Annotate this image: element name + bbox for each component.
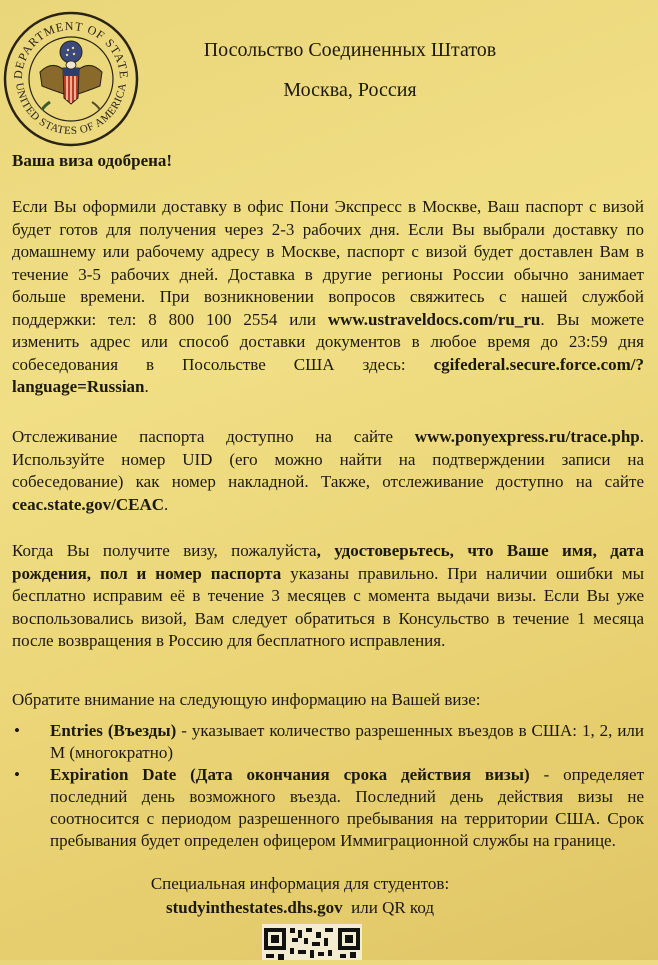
check-text-2: указаны правильно. При наличии ошибки мы бесплатно исправим её в течение 3 месяцев с момента выдачи визы. Если Вы уже воспользовались визой, Вам следует обратиться в Консульство в течение 1 месяца после возвращения в Россию для бесплатного исправления. [12, 563, 644, 650]
qr-code-icon[interactable] [262, 924, 362, 960]
tracking-paragraph [12, 426, 644, 516]
bullet-term: Expiration Date (Дата окончания срока действия визы) [50, 765, 530, 784]
list-item [12, 764, 644, 852]
cgifederal-link[interactable]: cgifederal.secure.force.com/?language=Russian [12, 354, 644, 396]
bullet-icon: • [14, 765, 20, 784]
department-of-state-seal [2, 10, 140, 148]
ustraveldocs-link[interactable]: www.ustraveldocs.com/ru_ru [327, 309, 541, 329]
delivery-text-3: . [144, 377, 149, 396]
ponyexpress-link[interactable]: www.ponyexpress.ru/trace.php [414, 427, 640, 446]
bullet-icon: • [14, 721, 20, 740]
studyinthestates-link[interactable]: studyinthestates.dhs.gov [165, 898, 343, 917]
delivery-text-2: . Вы можете изменить адрес или способ доставки документов в любое время до 23:59 дня собеседования в Посольстве США здесь: [12, 309, 645, 374]
delivery-text-1: Если Вы оформили доставку в офис Пони Экспресс в Москве, Ваш паспорт с визой будет готов для получения через 2-3 рабочих дня. Если Вы выбрали доставку по домашнему или рабочему адресу в Москве, паспорт с визой будет доставлен Вам в течение 3-5 рабочих дней. Доставка в другие регионы России обычно занимает больше времени. При возникновении вопросов свяжитесь с нашей службой поддержки: тел: 8 800 100 2554 или [12, 197, 644, 329]
tracking-text-3: . [164, 494, 169, 514]
visa-info-list [12, 720, 644, 852]
student-info-heading: Специальная информация для студентов: [150, 874, 450, 893]
student-info-footer [100, 872, 500, 920]
seal-arc-text: DEPARTMENT OF STATE [10, 18, 132, 80]
check-text-1: Когда Вы получите визу, пожалуйста [12, 541, 317, 560]
qr-suffix: или QR код [342, 898, 434, 917]
seal-bottom-text: UNITED STATES OF AMERICA [13, 81, 129, 138]
delivery-paragraph [12, 196, 644, 399]
tracking-text-1: Отслеживание паспорта доступно на сайте [12, 427, 415, 446]
eagle-icon [40, 41, 102, 110]
bullet-term: Entries (Въезды) [50, 721, 177, 740]
bullet-text: - определяет последний день возможного въезда. Последний день действия визы не соотносится с периодом разрешенного пребывания на территории США. Срок пребывания будет определен офицером Иммиграционной службы на границе. [50, 765, 645, 850]
info-intro: Обратите внимание на следующую информацию на Вашей визе: [12, 690, 481, 709]
check-visa-paragraph [12, 540, 644, 653]
embassy-location: Москва, Россия [283, 79, 417, 101]
check-bold-text: , удостоверьтесь, что Ваше имя, дата рождения, пол и номер паспорта [12, 541, 644, 583]
embassy-name: Посольство Соединенных Штатов [203, 39, 497, 61]
embassy-header [150, 30, 550, 110]
visa-approved-title: Ваша виза одобрена! [12, 151, 173, 170]
bullet-text: - указывает количество разрешенных въездов в США: 1, 2, или M (многократно) [50, 721, 644, 762]
tracking-text-2: . Используйте номер UID (его можно найти на подтверждении записи на собеседование) как номер накладной. Также, отслеживание доступно на сайте [12, 427, 644, 491]
ceac-link[interactable]: ceac.state.gov/CEAC [12, 494, 165, 514]
list-item [12, 720, 644, 764]
